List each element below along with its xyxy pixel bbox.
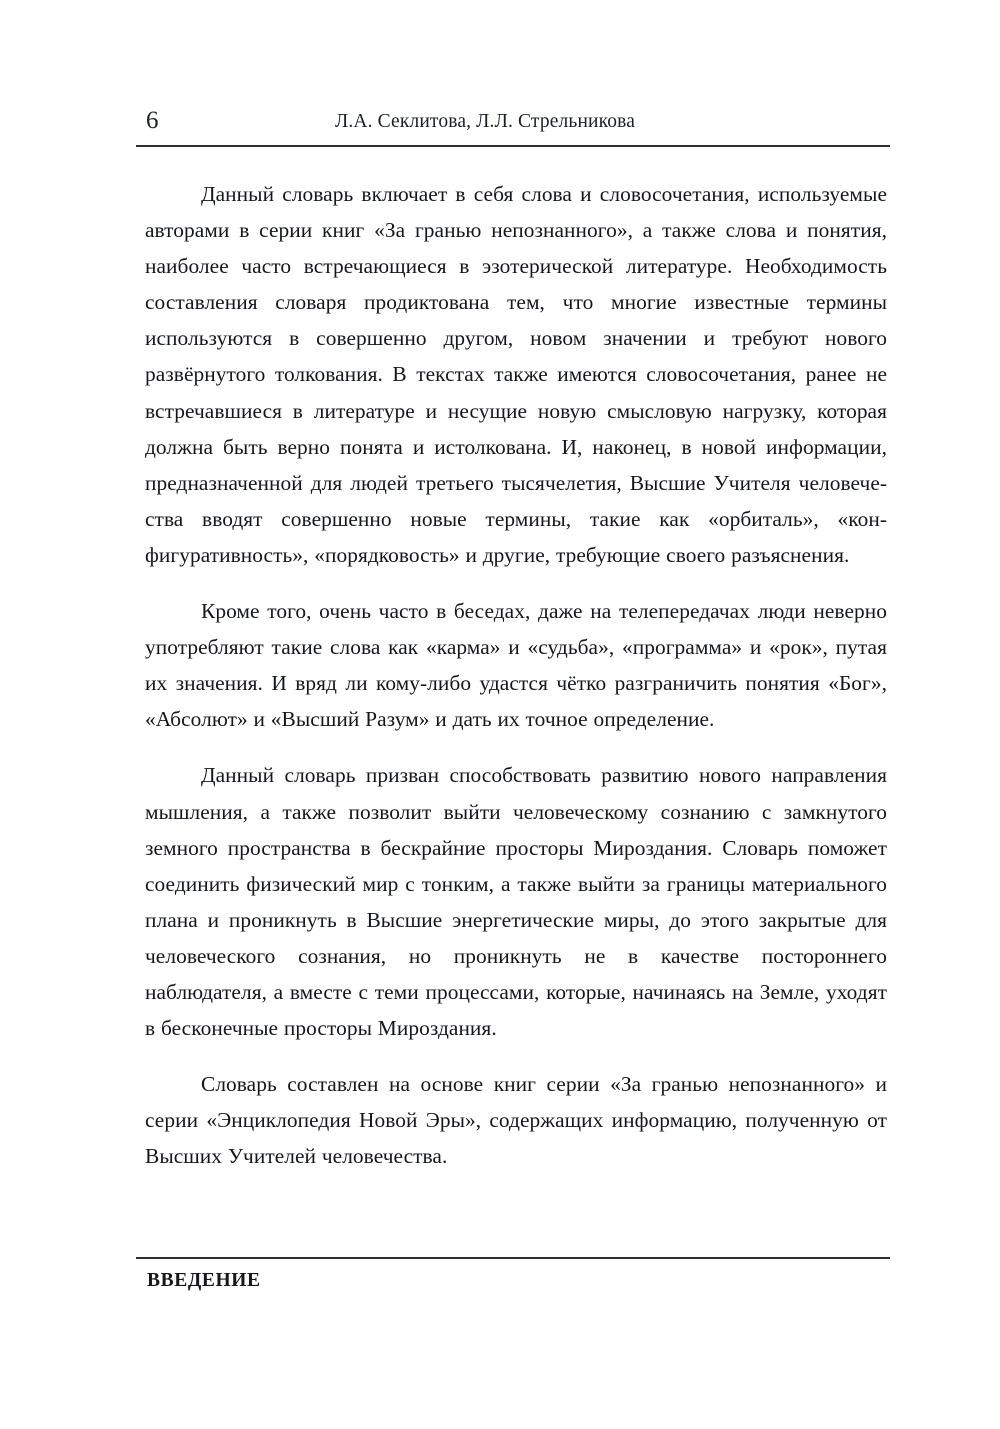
- section-label: ВВЕДЕНИЕ: [147, 1270, 261, 1291]
- paragraph: Словарь составлен на основе книг серии «За гранью непознанного» и серии «Энциклопедия Новой Эры», содержащих информацию, полученную от Высших Учителей человечества.: [145, 1072, 887, 1169]
- running-head: [136, 104, 890, 138]
- header-rule: [136, 145, 890, 147]
- footer-rule: [136, 1257, 890, 1259]
- page-number: 6: [146, 107, 159, 134]
- running-head-authors: Л.А. Секлитова, Л.Л. Стрельникова: [334, 111, 636, 132]
- body-text-column: [145, 176, 887, 1174]
- paragraph: Данный словарь включает в себя слова и словосочетания, используемые авторами в серии книг «За гранью непознанного», а также слова и понятия, наиболее часто встречающиеся в эзотерической литературе. Необходимость составления словаря продиктована тем, что многие известные термины используются в совершенно другом, новом значении и требуют нового развёрнутого толкования. В текстах также имеются словосочетания, ранее не встречавшиеся в литературе и несущие новую смысловую нагрузку, которая должна быть верно понята и истолкована. И, наконец, в новой информации, предназначенной для людей третьего тысячелетия, Высшие Учителя человечества вводят совершенно новые термины, такие как «орбиталь», «конфигуративность», «порядковость» и другие, требующие своего разъяснения.: [145, 182, 887, 567]
- paragraph: Кроме того, очень часто в беседах, даже на телепередачах люди неверно употребляют такие слова как «карма» и «судьба», «программа» и «рок», путая их значения. И вряд ли кому-либо удастся чётко разграничить понятия «Бог», «Абсолют» и «Высший Разум» и дать их точное определение.: [145, 599, 887, 732]
- paragraph: Данный словарь призван способствовать развитию нового направления мышления, а также позволит выйти человеческому сознанию с замкнутого земного пространства в бескрайние просторы Мироздания. Словарь поможет соединить физический мир с тонким, а также выйти за границы материального плана и проникнуть в Высшие энергетические миры, до этого закрытые для человеческого сознания, но проникнуть не в качестве постороннего наблюдателя, а вместе с теми процессами, которые, начинаясь на Земле, уходят в бесконечные просторы Мироздания.: [145, 763, 887, 1041]
